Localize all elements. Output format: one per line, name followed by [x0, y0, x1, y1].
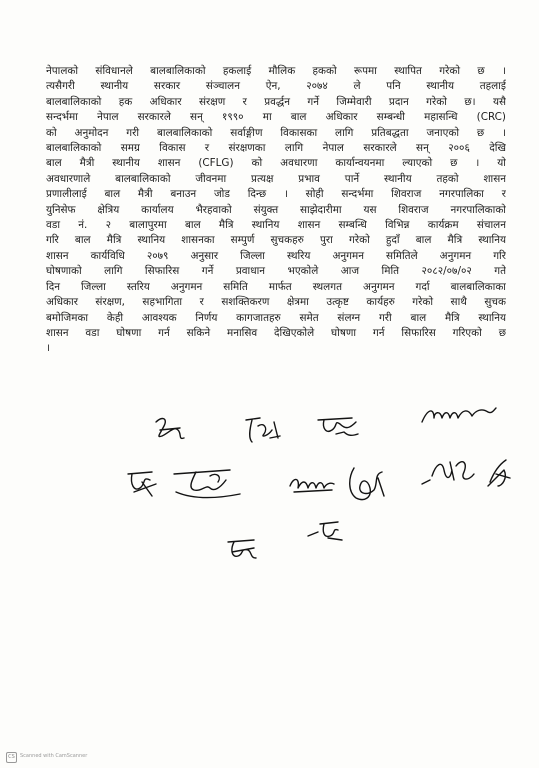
signature	[312, 406, 364, 446]
signature	[150, 412, 190, 448]
text-line: बमोजिमका केही आवश्यक निर्णय कागजातहरु समेत संलग्न गरी बाल मैत्रि स्थानिय	[46, 311, 506, 324]
text-line: बालबालिकाको समग्र विकास र संरक्षणका लागि नेपाल सरकारले सन् २००६ देखि	[46, 142, 506, 155]
text-line: गरि बाल मैत्रि स्थानिय शासनका सम्पुर्ण सुचकहरु पुरा गरेको हुदाँ बाल मैत्रि स्थानिय	[46, 234, 506, 247]
text-line: नेपालको संविधानले बालबालिकाको हकलाई मौलिक हकको रूपमा स्थापित गरेको छ ।	[46, 65, 506, 77]
signature	[238, 408, 284, 448]
text-line: शासन कार्यविधि २०७९ अनुसार जिल्ला स्थरिय अनुगमन समितिले अनुगमन गरि	[46, 249, 506, 262]
signature	[416, 450, 478, 500]
text-line: बालबालिकाको हक अधिकार संरक्षण र प्रवर्द्धन गर्ने जिम्मेवारी प्रदान गरेको छ। यसै	[46, 95, 506, 108]
signatures-area	[0, 400, 539, 570]
signature	[122, 462, 162, 502]
text-line: को अनुमोदन गरी बालबालिकाको सर्वाङ्गीण विकासका लागि प्रतिबद्धता जनाएको छ ।	[46, 126, 506, 139]
text-line: ।	[46, 342, 50, 355]
text-line: घोषणाको लागि सिफारिस गर्ने प्रवाधान भएकोले आज मिति २०८२/०७/०२ गते	[46, 265, 506, 278]
signature	[286, 466, 338, 498]
signature	[418, 400, 498, 430]
text-line: बाल मैत्री स्थानीय शासन (CFLG) को अवधारणा कार्यान्वयनमा ल्याएको छ । यो	[46, 157, 506, 170]
signature	[302, 510, 346, 546]
body-text	[46, 64, 506, 357]
text-line: अवधारणाले बालबालिकाको जीवनमा प्रत्यक्ष प्रभाव पार्ने स्थानीय तहको शासन	[46, 172, 506, 185]
text-line: त्यसैगरी स्थानीय सरकार संञ्चालन ऐन, २०७४ ले पनि स्थानीय तहलाई	[46, 80, 506, 93]
text-line: युनिसेफ क्षेत्रिय कार्यालय भैरहवाको संयुक्त साझेदारीमा यस शिवराज नगरपालिकाको	[46, 203, 506, 216]
signature	[222, 532, 262, 566]
text-line: दिन जिल्ला स्तरिय अनुगमन समिति मार्फत स्थलगत अनुगमन गर्दा बालबालिकाका	[46, 280, 506, 293]
text-line: सन्दर्भमा नेपाल सरकारले सन् १९९० मा बाल अधिकार सम्बन्धी महासन्धि (CRC)	[46, 111, 506, 124]
signature	[170, 458, 252, 506]
signature	[482, 452, 516, 492]
scanner-logo-icon: CS	[6, 752, 17, 763]
text-line: शासन वडा घोषणा गर्न सकिने मनासिव देखिएकोले घोषणा गर्न सिफारिस गरिएको छ	[46, 326, 506, 339]
signature	[344, 460, 390, 506]
text-line: वडा नं. २ बालापुरमा बाल मैत्रि स्थानिय शासन सम्बन्धि विभिन्न कार्यक्रम संचालन	[46, 219, 506, 232]
text-line: प्रणालीलाई बाल मैत्री बनाउन जोड दिन्छ । सोही सन्दर्भमा शिवराज नगरपालिका र	[46, 188, 506, 201]
scanner-watermark: Scanned with CamScanner	[20, 753, 88, 759]
text-line: अधिकार संरक्षण, सहभागिता र सशक्तिकरण क्षेत्रमा उत्कृष्ट कार्यहरु गरेको साथै सुचक	[46, 296, 506, 309]
